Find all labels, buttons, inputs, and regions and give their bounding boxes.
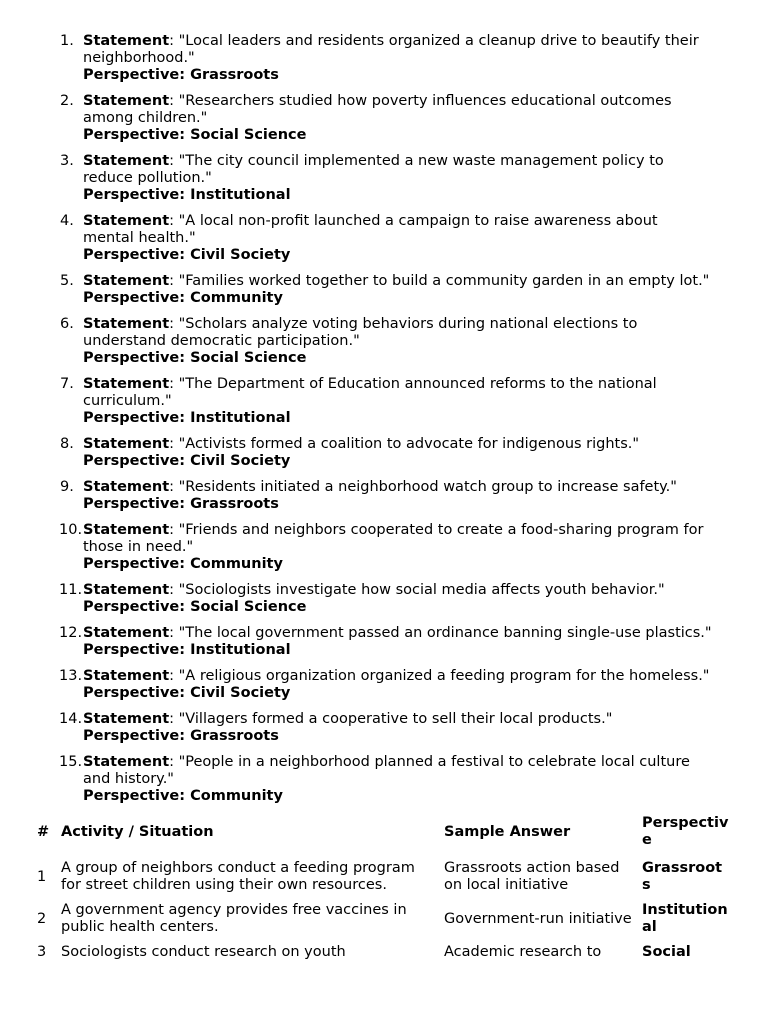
perspective-line (83, 127, 713, 144)
statement-label: Statement (83, 273, 170, 289)
perspective-colon: : (179, 788, 191, 804)
perspective-value: Community (190, 290, 283, 306)
perspective-colon: : (179, 410, 191, 426)
perspective-line (83, 67, 713, 84)
row-answer: Government-run initiative (444, 910, 632, 927)
statement-line (83, 522, 713, 556)
perspective-line (83, 290, 713, 307)
statement-line (83, 213, 713, 247)
perspective-colon: : (179, 728, 191, 744)
statement-item (0, 376, 713, 427)
statement-label: Statement (83, 93, 170, 109)
perspective-line (83, 247, 713, 264)
perspective-value: Institutional (190, 187, 291, 203)
statement-item (0, 273, 713, 307)
statement-line (83, 625, 713, 642)
perspective-value: Civil Society (190, 453, 291, 469)
statement-number: 9. (60, 479, 74, 495)
statement-item (0, 33, 713, 84)
statement-text: : "A local non-profit launched a campaign to raise awareness about mental health." (83, 213, 658, 246)
perspective-value: Institutional (190, 410, 291, 426)
statement-number: 12. (59, 625, 83, 641)
statement-number: 11. (59, 582, 83, 598)
perspective-label: Perspective (83, 410, 180, 426)
header-activity: Activity / Situation (61, 823, 214, 840)
row-answer: Academic research to (444, 944, 602, 960)
statement-label: Statement (83, 711, 170, 727)
statement-number: 1. (60, 33, 74, 49)
row-number: 2 (37, 910, 47, 927)
statement-text: : "Local leaders and residents organized a cleanup drive to beautify their neighborhood." (83, 33, 699, 66)
perspective-line (83, 728, 713, 745)
statement-line (83, 273, 713, 290)
statement-item (0, 213, 713, 264)
perspective-line (83, 556, 713, 573)
perspective-colon: : (179, 247, 191, 263)
perspective-colon: : (179, 67, 191, 83)
statement-number: 15. (59, 754, 83, 770)
statement-label: Statement (83, 479, 170, 495)
statement-item (0, 711, 713, 745)
statement-text: : "The city council implemented a new waste management policy to reduce pollution." (83, 153, 664, 186)
statement-number: 10. (59, 522, 83, 538)
row-activity: A government agency provides free vaccines in public health centers. (61, 902, 407, 935)
perspective-line (83, 496, 713, 513)
perspective-label: Perspective (83, 599, 180, 615)
statement-item (0, 479, 713, 513)
statement-line (83, 93, 713, 127)
statement-line (83, 479, 713, 496)
perspective-line (83, 410, 713, 427)
statement-label: Statement (83, 153, 170, 169)
row-number: 3 (37, 944, 47, 960)
row-perspective: Grassroots (642, 860, 723, 893)
header-perspective: Perspective (642, 815, 729, 848)
statement-label: Statement (83, 582, 170, 598)
row-perspective: Institutional (642, 902, 728, 935)
statement-label: Statement (83, 522, 170, 538)
perspective-line (83, 187, 713, 204)
perspective-line (83, 642, 713, 659)
perspective-value: Grassroots (190, 496, 279, 512)
statement-item (0, 316, 713, 367)
statement-text: : "Villagers formed a cooperative to sell their local products." (169, 711, 613, 727)
statement-item (0, 625, 713, 659)
statement-item (0, 582, 713, 616)
statement-number: 5. (60, 273, 74, 289)
statement-line (83, 668, 713, 685)
table-row (33, 899, 734, 941)
perspective-label: Perspective (83, 290, 180, 306)
statement-line (83, 711, 713, 728)
perspective-colon: : (179, 556, 191, 572)
row-activity: Sociologists conduct research on youth (61, 944, 346, 960)
statement-item (0, 754, 713, 805)
perspective-label: Perspective (83, 247, 180, 263)
header-number: # (37, 823, 50, 840)
statement-number: 14. (59, 711, 83, 727)
statement-label: Statement (83, 436, 170, 452)
perspective-value: Community (190, 788, 283, 804)
perspective-value: Institutional (190, 642, 291, 658)
row-answer: Grassroots action based on local initiative (444, 860, 620, 893)
statement-line (83, 754, 713, 788)
header-answer: Sample Answer (444, 823, 571, 840)
perspective-value: Civil Society (190, 247, 291, 263)
statement-text: : "Residents initiated a neighborhood watch group to increase safety." (169, 479, 677, 495)
statement-label: Statement (83, 625, 170, 641)
statement-line (83, 153, 713, 187)
perspective-colon: : (179, 496, 191, 512)
statement-text: : "The Department of Education announced reforms to the national curriculum." (83, 376, 657, 409)
perspective-value: Civil Society (190, 685, 291, 701)
statement-text: : "Families worked together to build a community garden in an empty lot." (169, 273, 710, 289)
statement-item (0, 668, 713, 702)
statement-label: Statement (83, 754, 170, 770)
perspective-label: Perspective (83, 187, 180, 203)
statement-line (83, 436, 713, 453)
row-activity: A group of neighbors conduct a feeding program for street children using their own resources. (61, 860, 415, 893)
table-row (33, 857, 734, 899)
statement-item (0, 436, 713, 470)
statement-line (83, 376, 713, 410)
row-perspective: Social (642, 944, 691, 960)
statement-item (0, 93, 713, 144)
perspective-label: Perspective (83, 728, 180, 744)
statement-label: Statement (83, 33, 170, 49)
perspective-label: Perspective (83, 127, 180, 143)
table-row (33, 941, 734, 966)
perspective-line (83, 685, 713, 702)
perspective-colon: : (179, 127, 191, 143)
perspective-colon: : (179, 187, 191, 203)
perspective-value: Community (190, 556, 283, 572)
statement-line (83, 582, 713, 599)
perspective-value: Grassroots (190, 728, 279, 744)
perspective-value: Social Science (190, 599, 307, 615)
statement-text: : "Sociologists investigate how social media affects youth behavior." (169, 582, 665, 598)
perspective-label: Perspective (83, 685, 180, 701)
statement-number: 6. (60, 316, 74, 332)
perspective-colon: : (179, 599, 191, 615)
perspective-line (83, 453, 713, 470)
statement-text: : "Scholars analyze voting behaviors during national elections to understand democratic participation." (83, 316, 638, 349)
row-number: 1 (37, 868, 47, 885)
statement-text: : "People in a neighborhood planned a festival to celebrate local culture and history." (83, 754, 690, 787)
perspective-line (83, 788, 713, 805)
table-header-row (33, 815, 734, 857)
perspective-colon: : (179, 453, 191, 469)
perspective-colon: : (179, 350, 191, 366)
perspective-value: Grassroots (190, 67, 279, 83)
statement-label: Statement (83, 316, 170, 332)
statement-line (83, 33, 713, 67)
statement-text: : "The local government passed an ordinance banning single-use plastics." (169, 625, 712, 641)
statement-list (0, 33, 768, 814)
statement-number: 8. (60, 436, 74, 452)
statement-label: Statement (83, 668, 170, 684)
statement-text: : "Friends and neighbors cooperated to create a food-sharing program for those in need." (83, 522, 704, 555)
perspective-line (83, 599, 713, 616)
activity-table (33, 815, 734, 966)
perspective-line (83, 350, 713, 367)
perspective-label: Perspective (83, 496, 180, 512)
perspective-colon: : (179, 642, 191, 658)
perspective-value: Social Science (190, 127, 307, 143)
statement-number: 4. (60, 213, 74, 229)
statement-line (83, 316, 713, 350)
statement-number: 7. (60, 376, 74, 392)
statement-text: : "Researchers studied how poverty influences educational outcomes among children." (83, 93, 672, 126)
statement-number: 2. (60, 93, 74, 109)
statement-text: : "Activists formed a coalition to advocate for indigenous rights." (169, 436, 640, 452)
perspective-label: Perspective (83, 67, 180, 83)
statement-text: : "A religious organization organized a feeding program for the homeless." (169, 668, 710, 684)
perspective-label: Perspective (83, 350, 180, 366)
statement-label: Statement (83, 376, 170, 392)
perspective-value: Social Science (190, 350, 307, 366)
perspective-label: Perspective (83, 556, 180, 572)
perspective-colon: : (179, 685, 191, 701)
statement-label: Statement (83, 213, 170, 229)
perspective-label: Perspective (83, 453, 180, 469)
perspective-label: Perspective (83, 642, 180, 658)
perspective-colon: : (179, 290, 191, 306)
statement-number: 13. (59, 668, 83, 684)
statement-item (0, 522, 713, 573)
statement-item (0, 153, 713, 204)
statement-number: 3. (60, 153, 74, 169)
perspective-label: Perspective (83, 788, 180, 804)
